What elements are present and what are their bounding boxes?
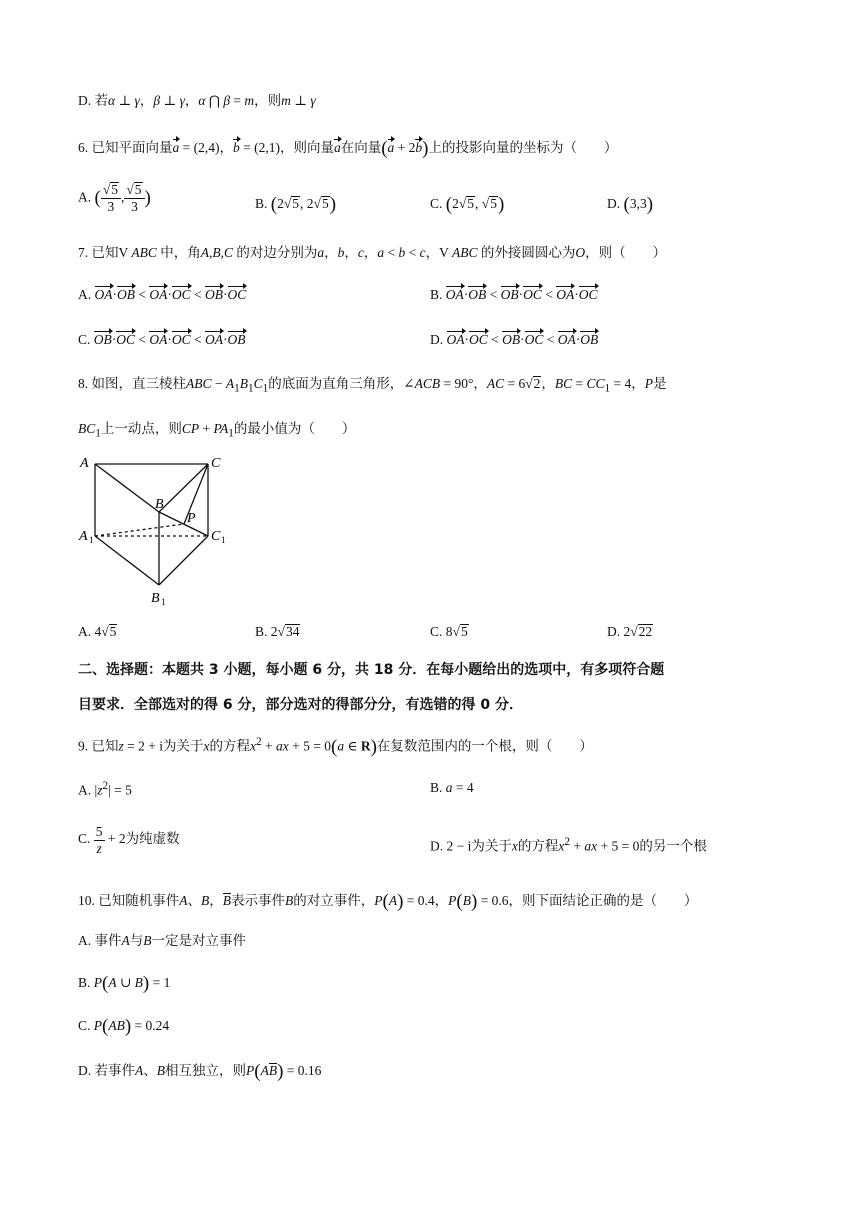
q6-option-a: A. ( $\frac{√5}{3}$ , $\frac{√5}{3}$ ): [78, 182, 151, 214]
prism-figure: [75, 450, 245, 610]
label-p: P: [187, 511, 196, 526]
svg-text:1: 1: [89, 535, 94, 545]
label-c1: C: [211, 529, 221, 544]
q8-option-a: A. 4√5: [78, 624, 117, 639]
label-c: C: [211, 456, 221, 471]
label-b: B: [155, 497, 164, 512]
q7-option-b: B. OA·OB < OB·OC < OA·OC: [430, 287, 598, 302]
q10-option-b: B. P(A ∪ B) = 1: [78, 973, 171, 994]
section2-line2: 目要求．全部选对的得 6 分，部分选对的得部分分，有选错的得 0 分．: [78, 697, 523, 713]
q7-stem: 7. 已知V ABC 中，角A,B,C 的对边分别为a，b，c，a < b < c，V ABC 的外接圆圆心为O，则（ ）: [78, 245, 667, 260]
q6-stem: 6. 已知平面向量a = (2,4)，b = (2,1)，则向量a在向量(a + 2b)上的投影向量的坐标为（ ）: [78, 138, 618, 159]
q10-option-d: D. 若事件A、B相互独立，则P(AB) = 0.16: [78, 1061, 322, 1082]
q10-option-a: A. 事件A与B一定是对立事件: [78, 933, 246, 948]
q8-option-c: C. 8√5: [430, 624, 468, 639]
svg-text:1: 1: [221, 535, 226, 545]
q6-option-d: D. (3,3): [607, 194, 654, 215]
q7-option-c: C. OB·OC < OA·OC < OA·OB: [78, 332, 246, 347]
q7-option-a: A. OA·OB < OA·OC < OB·OC: [78, 287, 247, 302]
section2-line1: 二、选择题：本题共 3 小题，每小题 6 分，共 18 分．在每小题给出的选项中，有多项符合题: [78, 662, 665, 678]
q8-option-d: D. 2√22: [607, 624, 653, 639]
q6-option-b: B. (2√5, 2√5): [255, 194, 337, 215]
label-a: A: [80, 456, 89, 471]
q9-option-c: C. $\frac{5}{z}$ + 2为纯虚数: [78, 824, 180, 856]
q10-stem: 10. 已知随机事件A、B，B表示事件B的对立事件，P(A) = 0.4，P(B) = 0.6，则下面结论正确的是（ ）: [78, 891, 698, 912]
q9-stem: 9. 已知z = 2 + i为关于x的方程$x^2$ + ax + 5 = 0(a ∈ R)在复数范围内的一个根，则（ ）: [78, 736, 593, 758]
q8-stem-line1: 8. 如图，直三棱柱ABC − $A_1B_1C_1$的底面为直角三角形，∠ACB = 90°，AC = 6√2，BC = $CC_1 = 4$，P是: [78, 376, 667, 395]
q8-option-b: B. 2√34: [255, 624, 300, 639]
q10-option-c: C. P(AB) = 0.24: [78, 1016, 170, 1037]
q9-option-a: A. $|z^2| = 5$: [78, 780, 132, 798]
svg-text:1: 1: [161, 597, 166, 607]
q9-option-b: B. a = 4: [430, 780, 474, 795]
q8-stem-line2: $BC_1$上一动点，则CP + $PA_1$的最小值为（ ）: [78, 421, 356, 440]
q9-option-d: D. 2 − i为关于x的方程$x^2$ + ax + 5 = 0的另一个根: [430, 836, 707, 854]
label-a1: A: [79, 529, 88, 544]
label-b1: B: [151, 591, 160, 606]
q7-option-d: D. OA·OC < OB·OC < OA·OB: [430, 332, 599, 347]
q5-option-d: D. 若α ⊥ γ，β ⊥ γ，α ⋂ β = m，则m ⊥ γ: [78, 93, 316, 108]
q6-option-c: C. (2√5, √5): [430, 194, 505, 215]
